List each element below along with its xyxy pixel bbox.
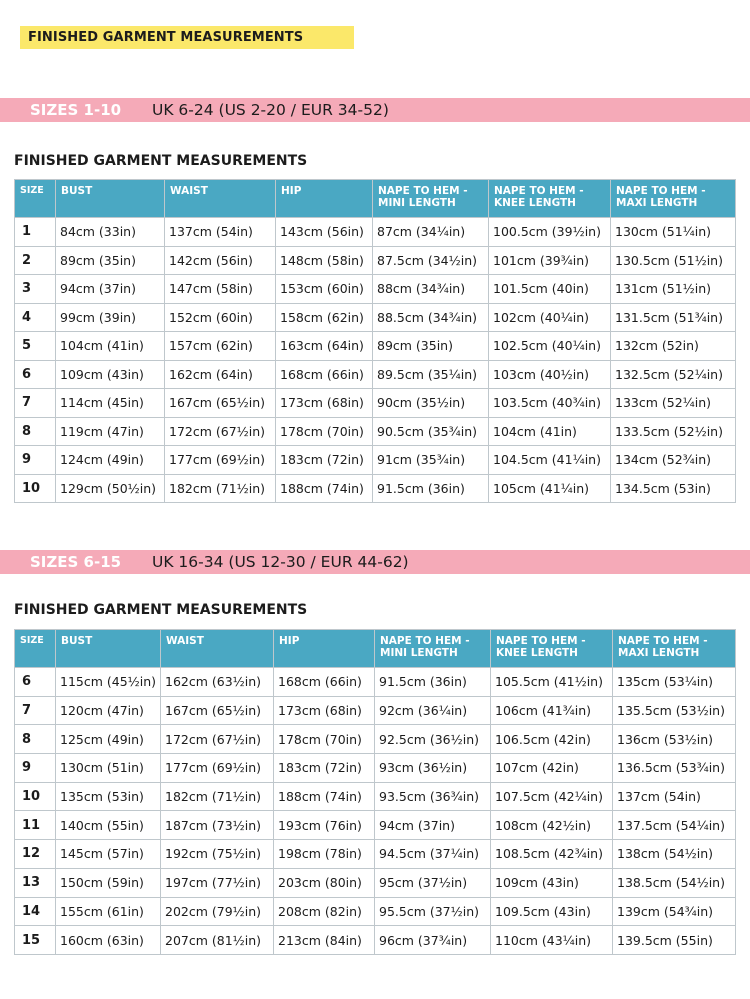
waist-cell: 172cm (67½in) <box>161 725 274 754</box>
size-cell: 5 <box>15 332 56 361</box>
table-row <box>15 246 736 275</box>
knee-length-cell: 106.5cm (42in) <box>491 725 613 754</box>
mini-length-cell: 96cm (37¾in) <box>375 926 491 955</box>
size-cell: 9 <box>15 754 56 783</box>
measurements-table-1 <box>14 179 736 503</box>
mini-length-cell: 93.5cm (36¾in) <box>375 782 491 811</box>
size-cell: 8 <box>15 417 56 446</box>
waist-cell: 152cm (60in) <box>165 303 276 332</box>
maxi-length-cell: 138cm (54½in) <box>613 840 736 869</box>
knee-length-cell: 108.5cm (42¾in) <box>491 840 613 869</box>
table-row <box>15 840 736 869</box>
column-header-hip: HIP <box>276 180 373 218</box>
column-header-maxi-length: NAPE TO HEM - MAXI LENGTH <box>611 180 736 218</box>
maxi-length-cell: 131cm (51½in) <box>611 275 736 304</box>
hip-cell: 183cm (72in) <box>276 446 373 475</box>
maxi-length-cell: 131.5cm (51¾in) <box>611 303 736 332</box>
maxi-length-cell: 134.5cm (53in) <box>611 474 736 503</box>
maxi-length-cell: 133.5cm (52½in) <box>611 417 736 446</box>
maxi-length-cell: 130.5cm (51½in) <box>611 246 736 275</box>
knee-length-cell: 103.5cm (40¾in) <box>489 389 611 418</box>
table-header-row <box>15 180 736 218</box>
size-cell: 7 <box>15 696 56 725</box>
size-cell: 15 <box>15 926 56 955</box>
column-header-waist: WAIST <box>165 180 276 218</box>
hip-cell: 178cm (70in) <box>276 417 373 446</box>
knee-length-cell: 100.5cm (39½in) <box>489 218 611 247</box>
maxi-length-cell: 135cm (53¼in) <box>613 668 736 697</box>
knee-length-cell: 109cm (43in) <box>491 868 613 897</box>
hip-cell: 148cm (58in) <box>276 246 373 275</box>
maxi-length-cell: 139.5cm (55in) <box>613 926 736 955</box>
bust-cell: 160cm (63in) <box>56 926 161 955</box>
maxi-length-cell: 137.5cm (54¼in) <box>613 811 736 840</box>
sizes-band-1 <box>0 98 750 122</box>
column-header-size: SIZE <box>15 180 56 218</box>
column-header-knee-length: NAPE TO HEM - KNEE LENGTH <box>491 630 613 668</box>
bust-cell: 89cm (35in) <box>56 246 165 275</box>
waist-cell: 192cm (75½in) <box>161 840 274 869</box>
waist-cell: 162cm (63½in) <box>161 668 274 697</box>
mini-length-cell: 91.5cm (36in) <box>373 474 489 503</box>
hip-cell: 153cm (60in) <box>276 275 373 304</box>
waist-cell: 197cm (77½in) <box>161 868 274 897</box>
mini-length-cell: 89cm (35in) <box>373 332 489 361</box>
table-row <box>15 868 736 897</box>
table-row <box>15 696 736 725</box>
knee-length-cell: 108cm (42½in) <box>491 811 613 840</box>
knee-length-cell: 110cm (43¼in) <box>491 926 613 955</box>
hip-cell: 183cm (72in) <box>274 754 375 783</box>
maxi-length-cell: 137cm (54in) <box>613 782 736 811</box>
size-cell: 3 <box>15 275 56 304</box>
table-row <box>15 926 736 955</box>
mini-length-cell: 87.5cm (34½in) <box>373 246 489 275</box>
size-cell: 4 <box>15 303 56 332</box>
waist-cell: 162cm (64in) <box>165 360 276 389</box>
hip-cell: 168cm (66in) <box>274 668 375 697</box>
mini-length-cell: 90.5cm (35¾in) <box>373 417 489 446</box>
bust-cell: 129cm (50½in) <box>56 474 165 503</box>
waist-cell: 187cm (73½in) <box>161 811 274 840</box>
hip-cell: 173cm (68in) <box>274 696 375 725</box>
maxi-length-cell: 138.5cm (54½in) <box>613 868 736 897</box>
page-title: FINISHED GARMENT MEASUREMENTS <box>20 26 354 49</box>
bust-cell: 99cm (39in) <box>56 303 165 332</box>
size-cell: 13 <box>15 868 56 897</box>
waist-cell: 182cm (71½in) <box>161 782 274 811</box>
column-header-mini-length: NAPE TO HEM - MINI LENGTH <box>373 180 489 218</box>
table-row <box>15 417 736 446</box>
size-cell: 6 <box>15 668 56 697</box>
waist-cell: 167cm (65½in) <box>161 696 274 725</box>
mini-length-cell: 91.5cm (36in) <box>375 668 491 697</box>
measurements-table-2 <box>14 629 736 955</box>
hip-cell: 198cm (78in) <box>274 840 375 869</box>
waist-cell: 142cm (56in) <box>165 246 276 275</box>
table-row <box>15 275 736 304</box>
column-header-bust: BUST <box>56 180 165 218</box>
waist-cell: 202cm (79½in) <box>161 897 274 926</box>
mini-length-cell: 88.5cm (34¾in) <box>373 303 489 332</box>
maxi-length-cell: 130cm (51¼in) <box>611 218 736 247</box>
mini-length-cell: 94.5cm (37¼in) <box>375 840 491 869</box>
bust-cell: 104cm (41in) <box>56 332 165 361</box>
bust-cell: 130cm (51in) <box>56 754 161 783</box>
waist-cell: 172cm (67½in) <box>165 417 276 446</box>
size-cell: 2 <box>15 246 56 275</box>
size-cell: 10 <box>15 782 56 811</box>
bust-cell: 124cm (49in) <box>56 446 165 475</box>
maxi-length-cell: 133cm (52¼in) <box>611 389 736 418</box>
knee-length-cell: 107.5cm (42¼in) <box>491 782 613 811</box>
waist-cell: 177cm (69½in) <box>165 446 276 475</box>
knee-length-cell: 104cm (41in) <box>489 417 611 446</box>
maxi-length-cell: 132.5cm (52¼in) <box>611 360 736 389</box>
table-row <box>15 811 736 840</box>
hip-cell: 203cm (80in) <box>274 868 375 897</box>
column-header-waist: WAIST <box>161 630 274 668</box>
knee-length-cell: 107cm (42in) <box>491 754 613 783</box>
knee-length-cell: 104.5cm (41¼in) <box>489 446 611 475</box>
bust-cell: 119cm (47in) <box>56 417 165 446</box>
sizes-band-label: SIZES 1-10 <box>30 101 122 119</box>
mini-length-cell: 94cm (37in) <box>375 811 491 840</box>
size-cell: 8 <box>15 725 56 754</box>
column-header-hip: HIP <box>274 630 375 668</box>
size-cell: 11 <box>15 811 56 840</box>
column-header-bust: BUST <box>56 630 161 668</box>
table-header-row <box>15 630 736 668</box>
table-row <box>15 446 736 475</box>
size-cell: 14 <box>15 897 56 926</box>
section-title: FINISHED GARMENT MEASUREMENTS <box>14 153 308 169</box>
column-header-mini-length: NAPE TO HEM - MINI LENGTH <box>375 630 491 668</box>
waist-cell: 157cm (62in) <box>165 332 276 361</box>
hip-cell: 208cm (82in) <box>274 897 375 926</box>
bust-cell: 84cm (33in) <box>56 218 165 247</box>
column-header-size: SIZE <box>15 630 56 668</box>
table-row <box>15 897 736 926</box>
mini-length-cell: 95.5cm (37½in) <box>375 897 491 926</box>
table-row <box>15 389 736 418</box>
table-row <box>15 218 736 247</box>
size-cell: 7 <box>15 389 56 418</box>
bust-cell: 120cm (47in) <box>56 696 161 725</box>
table-row <box>15 474 736 503</box>
table-row <box>15 332 736 361</box>
knee-length-cell: 101.5cm (40in) <box>489 275 611 304</box>
hip-cell: 213cm (84in) <box>274 926 375 955</box>
table-row <box>15 754 736 783</box>
knee-length-cell: 105cm (41¼in) <box>489 474 611 503</box>
size-cell: 1 <box>15 218 56 247</box>
bust-cell: 109cm (43in) <box>56 360 165 389</box>
mini-length-cell: 91cm (35¾in) <box>373 446 489 475</box>
mini-length-cell: 88cm (34¾in) <box>373 275 489 304</box>
bust-cell: 125cm (49in) <box>56 725 161 754</box>
knee-length-cell: 103cm (40½in) <box>489 360 611 389</box>
maxi-length-cell: 136.5cm (53¾in) <box>613 754 736 783</box>
maxi-length-cell: 136cm (53½in) <box>613 725 736 754</box>
mini-length-cell: 92cm (36¼in) <box>375 696 491 725</box>
waist-cell: 147cm (58in) <box>165 275 276 304</box>
bust-cell: 94cm (37in) <box>56 275 165 304</box>
table-row <box>15 725 736 754</box>
size-cell: 9 <box>15 446 56 475</box>
mini-length-cell: 92.5cm (36½in) <box>375 725 491 754</box>
hip-cell: 178cm (70in) <box>274 725 375 754</box>
section-title: FINISHED GARMENT MEASUREMENTS <box>14 602 308 618</box>
hip-cell: 188cm (74in) <box>274 782 375 811</box>
waist-cell: 167cm (65½in) <box>165 389 276 418</box>
bust-cell: 114cm (45in) <box>56 389 165 418</box>
table-row <box>15 668 736 697</box>
knee-length-cell: 101cm (39¾in) <box>489 246 611 275</box>
knee-length-cell: 106cm (41¾in) <box>491 696 613 725</box>
knee-length-cell: 102.5cm (40¼in) <box>489 332 611 361</box>
mini-length-cell: 87cm (34¼in) <box>373 218 489 247</box>
hip-cell: 173cm (68in) <box>276 389 373 418</box>
sizes-band-range: UK 6-24 (US 2-20 / EUR 34-52) <box>152 101 389 119</box>
knee-length-cell: 109.5cm (43in) <box>491 897 613 926</box>
column-header-maxi-length: NAPE TO HEM - MAXI LENGTH <box>613 630 736 668</box>
waist-cell: 207cm (81½in) <box>161 926 274 955</box>
size-cell: 10 <box>15 474 56 503</box>
hip-cell: 163cm (64in) <box>276 332 373 361</box>
waist-cell: 177cm (69½in) <box>161 754 274 783</box>
hip-cell: 143cm (56in) <box>276 218 373 247</box>
mini-length-cell: 90cm (35½in) <box>373 389 489 418</box>
table-row <box>15 360 736 389</box>
hip-cell: 168cm (66in) <box>276 360 373 389</box>
sizes-band-range: UK 16-34 (US 12-30 / EUR 44-62) <box>152 553 409 571</box>
column-header-knee-length: NAPE TO HEM - KNEE LENGTH <box>489 180 611 218</box>
mini-length-cell: 95cm (37½in) <box>375 868 491 897</box>
bust-cell: 140cm (55in) <box>56 811 161 840</box>
hip-cell: 188cm (74in) <box>276 474 373 503</box>
maxi-length-cell: 132cm (52in) <box>611 332 736 361</box>
waist-cell: 182cm (71½in) <box>165 474 276 503</box>
table-row <box>15 303 736 332</box>
bust-cell: 135cm (53in) <box>56 782 161 811</box>
maxi-length-cell: 134cm (52¾in) <box>611 446 736 475</box>
bust-cell: 115cm (45½in) <box>56 668 161 697</box>
size-cell: 6 <box>15 360 56 389</box>
knee-length-cell: 102cm (40¼in) <box>489 303 611 332</box>
sizes-band-label: SIZES 6-15 <box>30 553 122 571</box>
bust-cell: 145cm (57in) <box>56 840 161 869</box>
maxi-length-cell: 139cm (54¾in) <box>613 897 736 926</box>
table-row <box>15 782 736 811</box>
waist-cell: 137cm (54in) <box>165 218 276 247</box>
maxi-length-cell: 135.5cm (53½in) <box>613 696 736 725</box>
bust-cell: 155cm (61in) <box>56 897 161 926</box>
hip-cell: 193cm (76in) <box>274 811 375 840</box>
size-cell: 12 <box>15 840 56 869</box>
knee-length-cell: 105.5cm (41½in) <box>491 668 613 697</box>
hip-cell: 158cm (62in) <box>276 303 373 332</box>
sizes-band-2 <box>0 550 750 574</box>
bust-cell: 150cm (59in) <box>56 868 161 897</box>
mini-length-cell: 93cm (36½in) <box>375 754 491 783</box>
mini-length-cell: 89.5cm (35¼in) <box>373 360 489 389</box>
